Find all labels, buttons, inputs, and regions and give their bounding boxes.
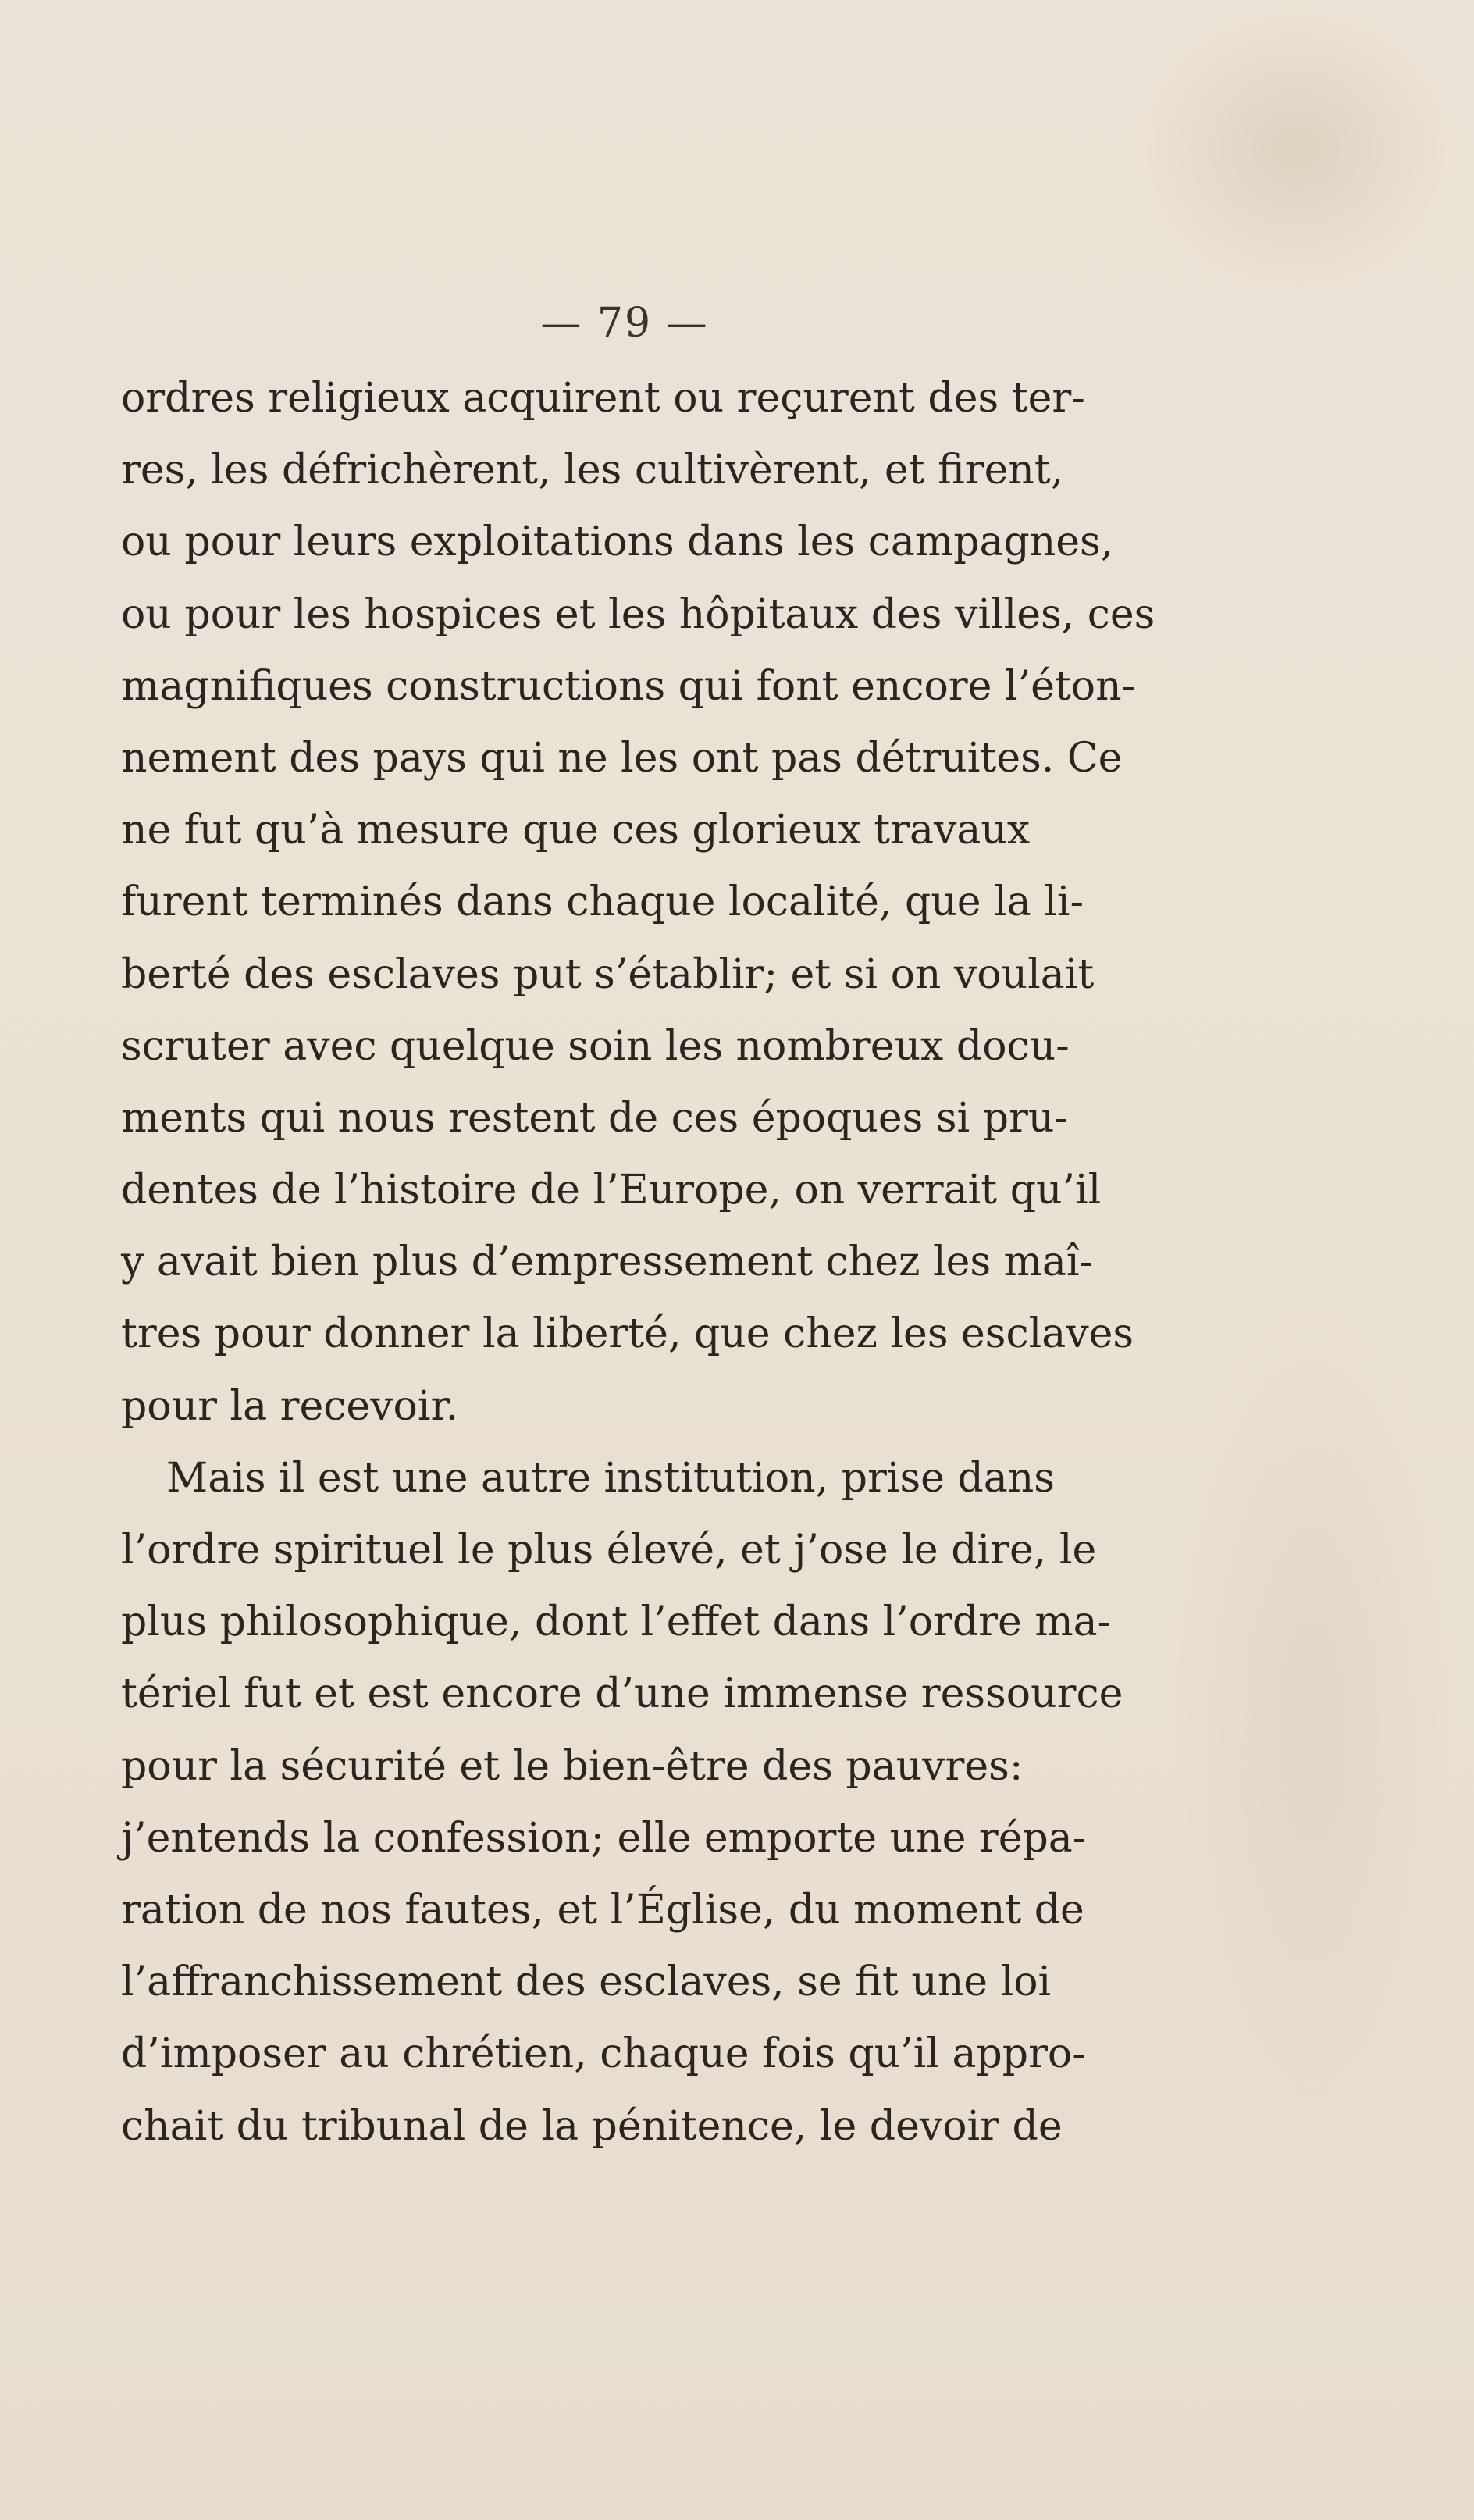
- text-line: res, les défrichèrent, les cultivèrent, et firent,: [121, 447, 1064, 494]
- text-line: magnifiques constructions qui font encore l’éton-: [121, 662, 1136, 710]
- paper-stain: [1171, 1289, 1452, 2148]
- text-line: pour la recevoir.: [121, 1382, 459, 1430]
- text-line: chait du tribunal de la pénitence, le devoir de: [121, 2102, 1063, 2150]
- text-line: ne fut qu’à mesure que ces glorieux travaux: [121, 807, 1031, 854]
- text-line: j’entends la confession; elle emporte une répa-: [121, 1814, 1087, 1862]
- text-line: dentes de l’histoire de l’Europe, on verrait qu’il: [121, 1167, 1102, 1214]
- text-line: y avait bien plus d’empressement chez les maî-: [121, 1239, 1094, 1286]
- text-line: l’affranchissement des esclaves, se fit une loi: [121, 1959, 1052, 2006]
- text-line: tériel fut et est encore d’une immense ressource: [121, 1670, 1123, 1718]
- text-line: d’imposer au chrétien, chaque fois qu’il appro-: [121, 2030, 1086, 2078]
- text-line: nement des pays qui ne les ont pas détruites. Ce: [121, 734, 1123, 782]
- text-line: ration de nos fautes, et l’Église, du moment de: [121, 1886, 1084, 1934]
- text-line: plus philosophique, dont l’effet dans l’ordre ma-: [121, 1599, 1112, 1646]
- text-line: pour la sécurité et le bien-être des pauvres:: [121, 1742, 1024, 1790]
- paper-stain: [1132, 0, 1460, 297]
- text-line: tres pour donner la liberté, que chez les esclaves: [121, 1310, 1134, 1358]
- page-text: [121, 362, 1155, 2162]
- text-line: ments qui nous restent de ces époques si pru-: [121, 1094, 1068, 1142]
- page-number: — 79 —: [540, 300, 709, 347]
- text-line: furent terminés dans chaque localité, que la li-: [121, 879, 1084, 926]
- paragraph-start-line: Mais il est une autre institution, prise dans: [166, 1454, 1055, 1502]
- text-line: berté des esclaves put s’établir; et si on voulait: [121, 950, 1095, 998]
- text-line: ordres religieux acquirent ou reçurent des ter-: [121, 375, 1085, 422]
- text-line: ou pour les hospices et les hôpitaux des villes, ces: [121, 590, 1155, 638]
- text-line: scruter avec quelque soin les nombreux docu-: [121, 1022, 1070, 1070]
- text-line: ou pour leurs exploitations dans les campagnes,: [121, 519, 1114, 566]
- text-line: l’ordre spirituel le plus élevé, et j’ose le dire, le: [121, 1527, 1097, 1574]
